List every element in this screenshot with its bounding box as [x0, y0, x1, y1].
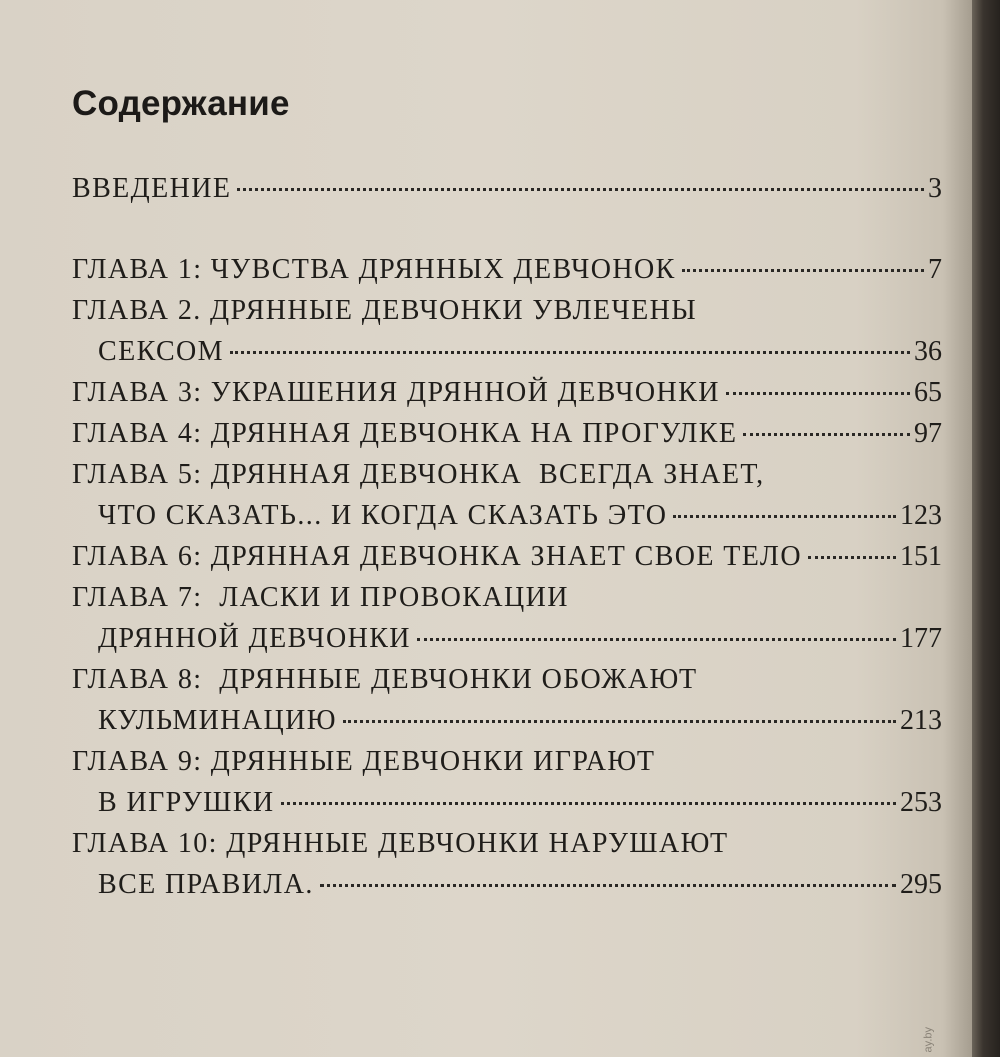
toc-entry-title: ГЛАВА 5: ДРЯННАЯ ДЕВЧОНКА ВСЕГДА ЗНАЕТ, [72, 459, 765, 490]
toc-line [72, 459, 942, 500]
dot-leader [726, 392, 910, 395]
toc-entry-chapter-8 [72, 664, 942, 746]
dot-leader [417, 638, 896, 641]
toc-entry-chapter-6 [72, 541, 942, 582]
toc-entry-title: ВВЕДЕНИЕ [72, 173, 232, 204]
dot-leader [281, 802, 896, 805]
toc-line [72, 500, 942, 541]
toc-entry-page-number: 3 [928, 173, 942, 204]
dot-leader [320, 884, 896, 887]
book-gutter-shadow [972, 0, 1000, 1057]
toc-entry-title: ГЛАВА 1: ЧУВСТВА ДРЯННЫХ ДЕВЧОНОК [72, 254, 676, 285]
toc-entry-page-number: 177 [900, 623, 942, 654]
toc-line [72, 336, 942, 377]
toc-entry-chapter-2 [72, 295, 942, 377]
toc-entry-page-number: 151 [900, 541, 942, 572]
toc-entry-chapter-3 [72, 377, 942, 418]
toc-line [72, 623, 942, 664]
dot-leader [230, 351, 910, 354]
toc-line [72, 254, 942, 295]
toc-entry-title: ГЛАВА 8: ДРЯННЫЕ ДЕВЧОНКИ ОБОЖАЮТ [72, 664, 698, 695]
toc-entry-page-number: 295 [900, 869, 942, 900]
chapter-list [72, 254, 942, 910]
toc-line [72, 705, 942, 746]
toc-entry-title: ДРЯННОЙ ДЕВЧОНКИ [98, 623, 411, 654]
dot-leader [743, 433, 910, 436]
toc-line [72, 664, 942, 705]
toc-entry-page-number: 213 [900, 705, 942, 736]
toc-entry-page-number: 253 [900, 787, 942, 818]
toc-entry-title: КУЛЬМИНАЦИЮ [98, 705, 337, 736]
toc-line [72, 787, 942, 828]
table-of-contents [72, 173, 942, 910]
section-gap [72, 214, 942, 254]
toc-line [72, 541, 942, 582]
toc-entry-chapter-7 [72, 582, 942, 664]
toc-entry-title: ЧТО СКАЗАТЬ... И КОГДА СКАЗАТЬ ЭТО [98, 500, 668, 531]
toc-line [72, 418, 942, 459]
dot-leader [808, 556, 896, 559]
dot-leader [237, 188, 924, 191]
toc-line [72, 295, 942, 336]
dot-leader [343, 720, 896, 723]
toc-entry-chapter-4 [72, 418, 942, 459]
toc-entry-introduction [72, 173, 942, 214]
toc-entry-title: ГЛАВА 6: ДРЯННАЯ ДЕВЧОНКА ЗНАЕТ СВОЕ ТЕЛО [72, 541, 802, 572]
toc-entry-page-number: 97 [914, 418, 942, 449]
toc-line [72, 746, 942, 787]
toc-line [72, 828, 942, 869]
toc-entry-title: ГЛАВА 7: ЛАСКИ И ПРОВОКАЦИИ [72, 582, 569, 613]
toc-entry-page-number: 65 [914, 377, 942, 408]
toc-entry-title: ГЛАВА 10: ДРЯННЫЕ ДЕВЧОНКИ НАРУШАЮТ [72, 828, 729, 859]
toc-entry-chapter-10 [72, 828, 942, 910]
toc-line [72, 869, 942, 910]
toc-entry-chapter-5 [72, 459, 942, 541]
toc-entry-title: ГЛАВА 3: УКРАШЕНИЯ ДРЯННОЙ ДЕВЧОНКИ [72, 377, 720, 408]
toc-entry-title: ГЛАВА 9: ДРЯННЫЕ ДЕВЧОНКИ ИГРАЮТ [72, 746, 656, 777]
toc-entry-page-number: 123 [900, 500, 942, 531]
toc-entry-title: СЕКСОМ [98, 336, 224, 367]
toc-entry-page-number: 36 [914, 336, 942, 367]
toc-line [72, 582, 942, 623]
toc-entry-chapter-9 [72, 746, 942, 828]
toc-entry-title: В ИГРУШКИ [98, 787, 275, 818]
toc-entry-title: ГЛАВА 2. ДРЯННЫЕ ДЕВЧОНКИ УВЛЕЧЕНЫ [72, 295, 698, 326]
toc-heading: Содержание [72, 84, 290, 123]
dot-leader [682, 269, 924, 272]
watermark: ay.by [922, 1027, 934, 1053]
toc-entry-title: ГЛАВА 4: ДРЯННАЯ ДЕВЧОНКА НА ПРОГУЛКЕ [72, 418, 738, 449]
dot-leader [673, 515, 896, 518]
toc-line [72, 377, 942, 418]
toc-entry-title: ВСЕ ПРАВИЛА. [98, 869, 314, 900]
toc-entry-page-number: 7 [928, 254, 942, 285]
toc-entry-chapter-1 [72, 254, 942, 295]
